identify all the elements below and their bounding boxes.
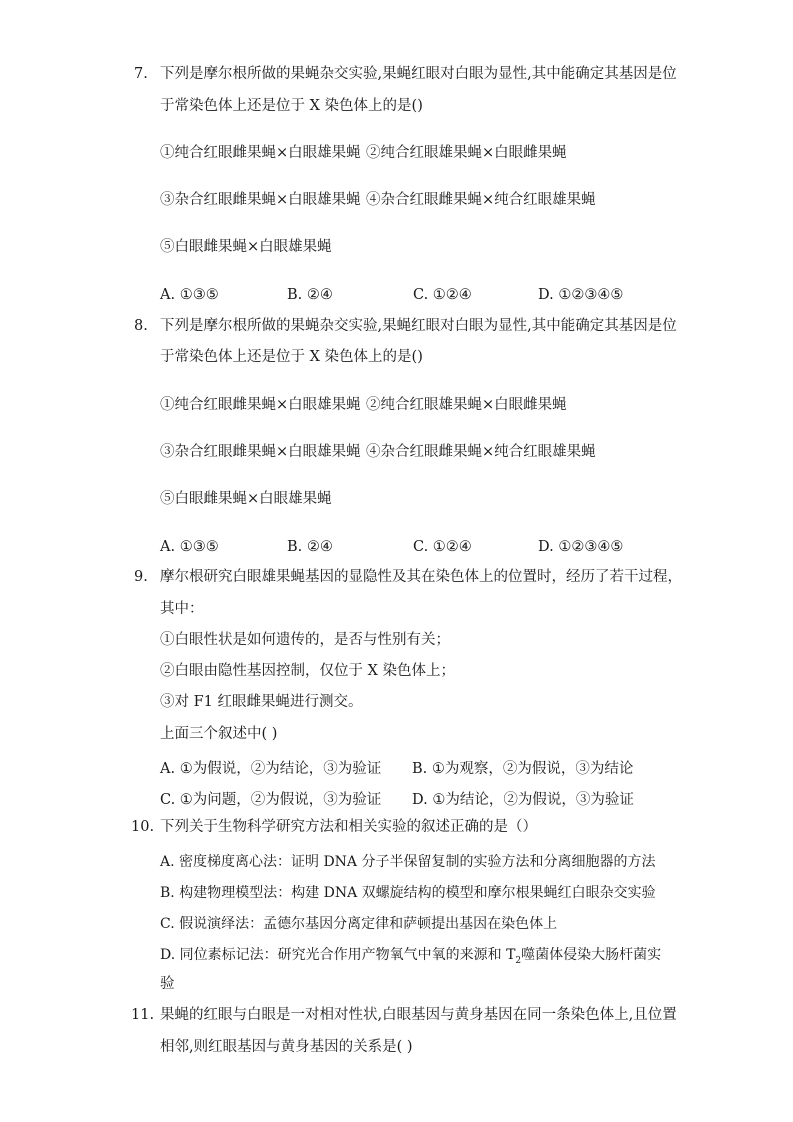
cross-item: ①纯合红眼雌果蝇×白眼雄果蝇 <box>160 397 361 413</box>
cross-item: ③杂合红眼雌果蝇×白眼雄果蝇 <box>160 192 361 208</box>
cross-item: ③杂合红眼雌果蝇×白眼雄果蝇 <box>160 444 361 460</box>
option-d[interactable]: D. ①②③④⑤ <box>538 539 624 555</box>
cross-item: ⑤白眼雌果蝇×白眼雄果蝇 <box>160 491 332 507</box>
option-b[interactable]: B. 构建物理模型法：构建 DNA 双螺旋结构的模型和摩尔根果蝇红白眼杂交实验 <box>160 885 656 901</box>
option-d[interactable] <box>160 944 661 966</box>
statement-item: ①白眼性状是如何遗传的，是否与性别有关； <box>160 632 450 648</box>
cross-item: ④杂合红眼雌果蝇×纯合红眼雄果蝇 <box>366 192 596 208</box>
question-number: 10. <box>131 819 155 835</box>
question-stem-line-2: 其中： <box>160 601 204 617</box>
option-d-text-part-2: 噬菌体侵染大肠杆菌实 <box>521 947 662 963</box>
cross-item: ④杂合红眼雌果蝇×纯合红眼雄果蝇 <box>366 444 596 460</box>
option-a[interactable]: A. ①③⑤ <box>160 539 219 555</box>
question-number: 9. <box>134 569 148 585</box>
question-number: 7. <box>134 66 148 82</box>
option-b[interactable]: B. ①为观察，②为假说，③为结论 <box>412 761 634 777</box>
question-prompt: 上面三个叙述中( ) <box>160 726 278 742</box>
option-d[interactable]: D. ①②③④⑤ <box>538 287 624 303</box>
question-stem-line-1: 下列是摩尔根所做的果蝇杂交实验,果蝇红眼对白眼为显性,其中能确定其基因是位 <box>160 66 677 82</box>
option-b[interactable]: B. ②④ <box>287 539 333 555</box>
cross-item: ②纯合红眼雄果蝇×白眼雌果蝇 <box>366 397 567 413</box>
question-stem: 下列关于生物科学研究方法和相关实验的叙述正确的是（） <box>160 819 537 835</box>
cross-item: ⑤白眼雌果蝇×白眼雄果蝇 <box>160 239 332 255</box>
question-number: 11. <box>131 1007 155 1023</box>
option-d[interactable]: D. ①为结论，②为假说，③为验证 <box>412 792 634 808</box>
option-c[interactable]: C. ①为问题，②为假说，③为验证 <box>160 792 382 808</box>
statement-item: ③对 F1 红眼雌果蝇进行测交。 <box>160 694 363 710</box>
option-a[interactable]: A. ①为假说，②为结论，③为验证 <box>160 761 382 777</box>
cross-item: ①纯合红眼雌果蝇×白眼雄果蝇 <box>160 145 361 161</box>
option-b[interactable]: B. ②④ <box>287 287 333 303</box>
question-stem-line-1: 果蝇的红眼与白眼是一对相对性状,白眼基因与黄身基因在同一条染色体上,且位置 <box>160 1007 677 1023</box>
cross-item: ②纯合红眼雄果蝇×白眼雌果蝇 <box>366 145 567 161</box>
option-a[interactable]: A. 密度梯度离心法：证明 DNA 分子半保留复制的实验方法和分离细胞器的方法 <box>160 854 656 870</box>
question-stem-line-2: 于常染色体上还是位于 X 染色体上的是() <box>160 349 423 365</box>
question-number: 8. <box>134 318 148 334</box>
subscript: 2 <box>515 955 522 966</box>
option-c[interactable]: C. 假说演绎法：孟德尔基因分离定律和萨顿提出基因在染色体上 <box>160 916 558 932</box>
question-stem-line-1: 下列是摩尔根所做的果蝇杂交实验,果蝇红眼对白眼为显性,其中能确定其基因是位 <box>160 318 677 334</box>
option-d-continuation: 验 <box>160 976 175 992</box>
option-d-text-part-1: D. 同位素标记法：研究光合作用产物氧气中氧的来源和 T <box>160 947 516 963</box>
statement-item: ②白眼由隐性基因控制，仅位于 X 染色体上； <box>160 663 456 679</box>
question-stem-line-2: 于常染色体上还是位于 X 染色体上的是() <box>160 98 423 114</box>
option-c[interactable]: C. ①②④ <box>413 287 472 303</box>
option-a[interactable]: A. ①③⑤ <box>160 287 219 303</box>
question-stem-line-1: 摩尔根研究白眼雄果蝇基因的显隐性及其在染色体上的位置时，经历了若干过程， <box>160 569 682 585</box>
question-stem-line-2: 相邻,则红眼基因与黄身基因的关系是( ) <box>160 1039 413 1055</box>
option-c[interactable]: C. ①②④ <box>413 539 472 555</box>
